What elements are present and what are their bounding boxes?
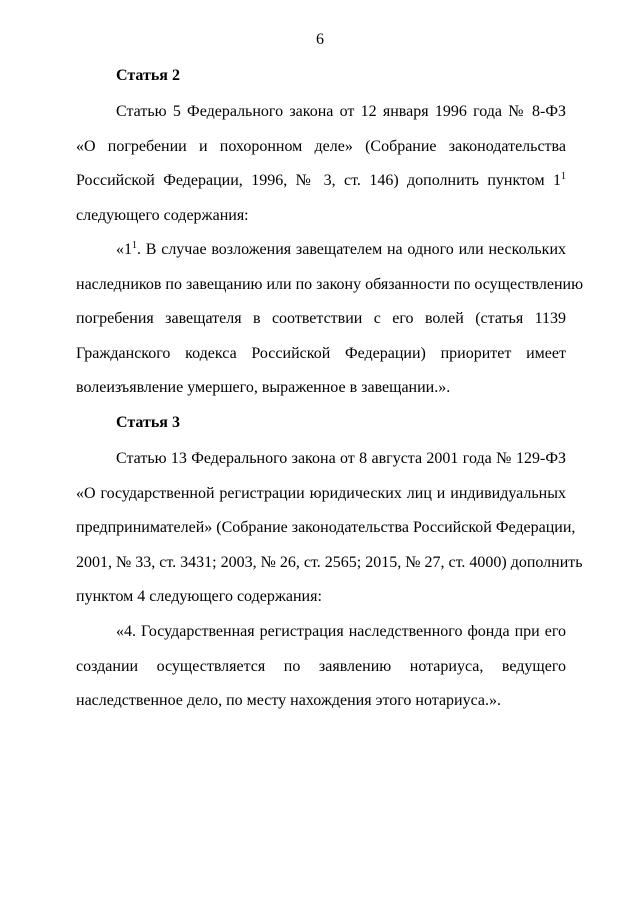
text-line [76,164,566,199]
text-line: Статью 5 Федерального закона от 12 января 1996 года № 8-ФЗ [116,103,566,120]
article-2-paragraph-2 [76,233,584,406]
text-line-content: Российской Федерации, 1996, № 3, ст. 146) дополнить пунктом 1 [76,172,561,189]
text-line: волеизъявление умершего, выраженное в завещании.». [76,379,451,396]
text-line: наследственное дело, по месту нахождения этого нотариуса.». [76,692,502,709]
text-line: следующего содержания: [76,206,249,224]
text-line: наследников по завещанию или по закону обязанности по осуществлению [76,275,584,293]
text-line: «О погребении и похоронном деле» (Собрание законодательства [76,137,566,155]
text-line: «4. Государственная регистрация наследственного фонда при его [116,623,566,640]
text-line: Гражданского кодекса Российской Федерации) приоритет имеет [76,344,566,362]
superscript: 1 [561,171,566,182]
text-line [76,233,566,268]
page-number: 6 [316,31,324,48]
text-line: Статью 13 Федерального закона от 8 августа 2001 года № 129-ФЗ [116,450,566,467]
text-line-post: . В случае возложения завещателем на одного или нескольких [137,241,566,258]
article-2-paragraph-1 [76,95,566,233]
article-2-heading: Статья 2 [116,67,180,84]
text-line: 2001, № 33, ст. 3431; 2003, № 26, ст. 2565; 2015, № 27, ст. 4000) дополнить [76,553,583,571]
text-line: предпринимателей» (Собрание законодательства Российской Федерации, [76,519,576,536]
article-3-paragraph-2 [76,615,566,719]
text-line: погребения завещателя в соответствии с его волей (статья 1139 [76,310,566,327]
text-line: создании осуществляется по заявлению нотариуса, ведущего [76,657,566,675]
text-line: «О государственной регистрации юридических лиц и индивидуальных [76,484,566,502]
article-3-paragraph-1 [76,442,583,615]
superscript: 1 [132,240,137,251]
text-line: пунктом 4 следующего содержания: [76,588,322,605]
text-line-pre: «1 [116,241,132,258]
article-3-heading: Статья 3 [116,414,180,431]
